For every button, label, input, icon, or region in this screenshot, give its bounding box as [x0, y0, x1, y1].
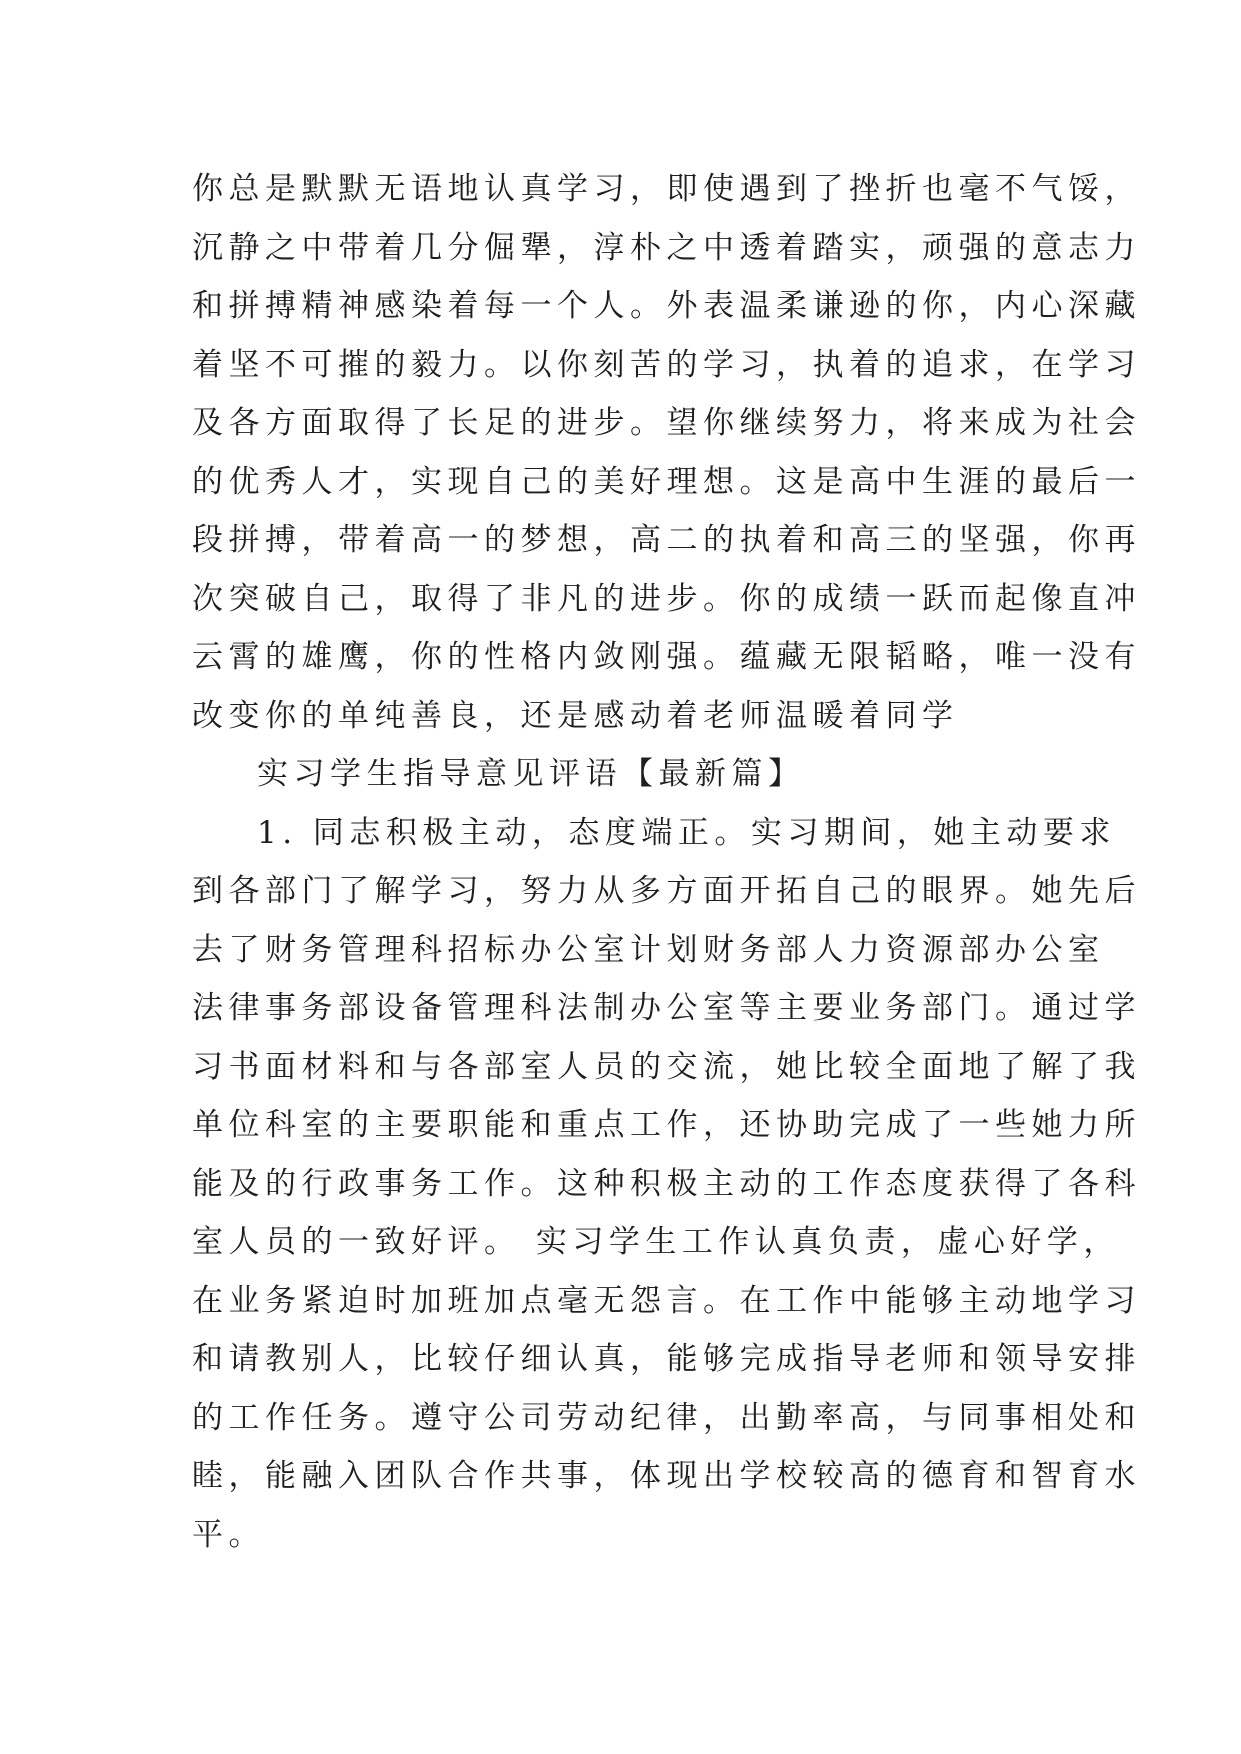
paragraph-line: 及各方面取得了长足的进步。望你继续努力，将来成为社会: [192, 405, 1141, 441]
paragraph-line: 和请教别人，比较仔细认真，能够完成指导老师和领导安排: [192, 1341, 1141, 1377]
paragraph-line: 你总是默默无语地认真学习，即使遇到了挫折也毫不气馁，: [192, 171, 1141, 207]
paragraph-line: 段拼搏，带着高一的梦想，高二的执着和高三的坚强，你再: [192, 522, 1141, 558]
paragraph-line: 云霄的雄鹰，你的性格内敛刚强。蕴藏无限韬略，唯一没有: [192, 639, 1141, 675]
paragraph-line: 着坚不可摧的毅力。以你刻苦的学习，执着的追求，在学习: [192, 346, 1141, 383]
paragraph-line: 去了财务管理科招标办公室计划财务部人力资源部办公室: [192, 931, 1105, 968]
paragraph-line: 沉静之中带着几分倔犟，淳朴之中透着踏实，顽强的意志力: [192, 229, 1141, 266]
paragraph-line: 能及的行政事务工作。这种积极主动的工作态度获得了各科: [192, 1165, 1141, 1202]
paragraph-line: 睦，能融入团队合作共事，体现出学校较高的德育和智育水: [192, 1458, 1141, 1494]
paragraph-line: 平。: [192, 1516, 265, 1553]
paragraph-line: 到各部门了解学习，努力从多方面开拓自己的眼界。她先后: [192, 873, 1141, 909]
paragraph-line: 法律事务部设备管理科法制办公室等主要业务部门。通过学: [192, 990, 1141, 1026]
paragraph-line: 次突破自己，取得了非凡的进步。你的成绩一跃而起像直冲: [192, 580, 1141, 617]
paragraph-line: 在业务紧迫时加班加点毫无怨言。在工作中能够主动地学习: [192, 1282, 1141, 1319]
paragraph-line: 和拼搏精神感染着每一个人。外表温柔谦逊的你，内心深藏: [192, 288, 1141, 324]
paragraph-line: 1. 同志积极主动，态度端正。实习期间，她主动要求: [257, 814, 1116, 851]
paragraph-line: 的优秀人才，实现自己的美好理想。这是高中生涯的最后一: [192, 463, 1141, 500]
paragraph-line: 的工作任务。遵守公司劳动纪律，出勤率高，与同事相处和: [192, 1399, 1141, 1436]
paragraph-line: 改变你的单纯善良，还是感动着老师温暖着同学: [192, 697, 959, 734]
paragraph-line: 室人员的一致好评。 实习学生工作认真负责，虚心好学，: [192, 1224, 1120, 1260]
paragraph-line: 单位科室的主要职能和重点工作，还协助完成了一些她力所: [192, 1107, 1141, 1143]
section-heading: 实习学生指导意见评语【最新篇】: [257, 756, 805, 792]
document-body: [192, 160, 1141, 1564]
paragraph-line: 习书面材料和与各部室人员的交流，她比较全面地了解了我: [192, 1048, 1141, 1085]
